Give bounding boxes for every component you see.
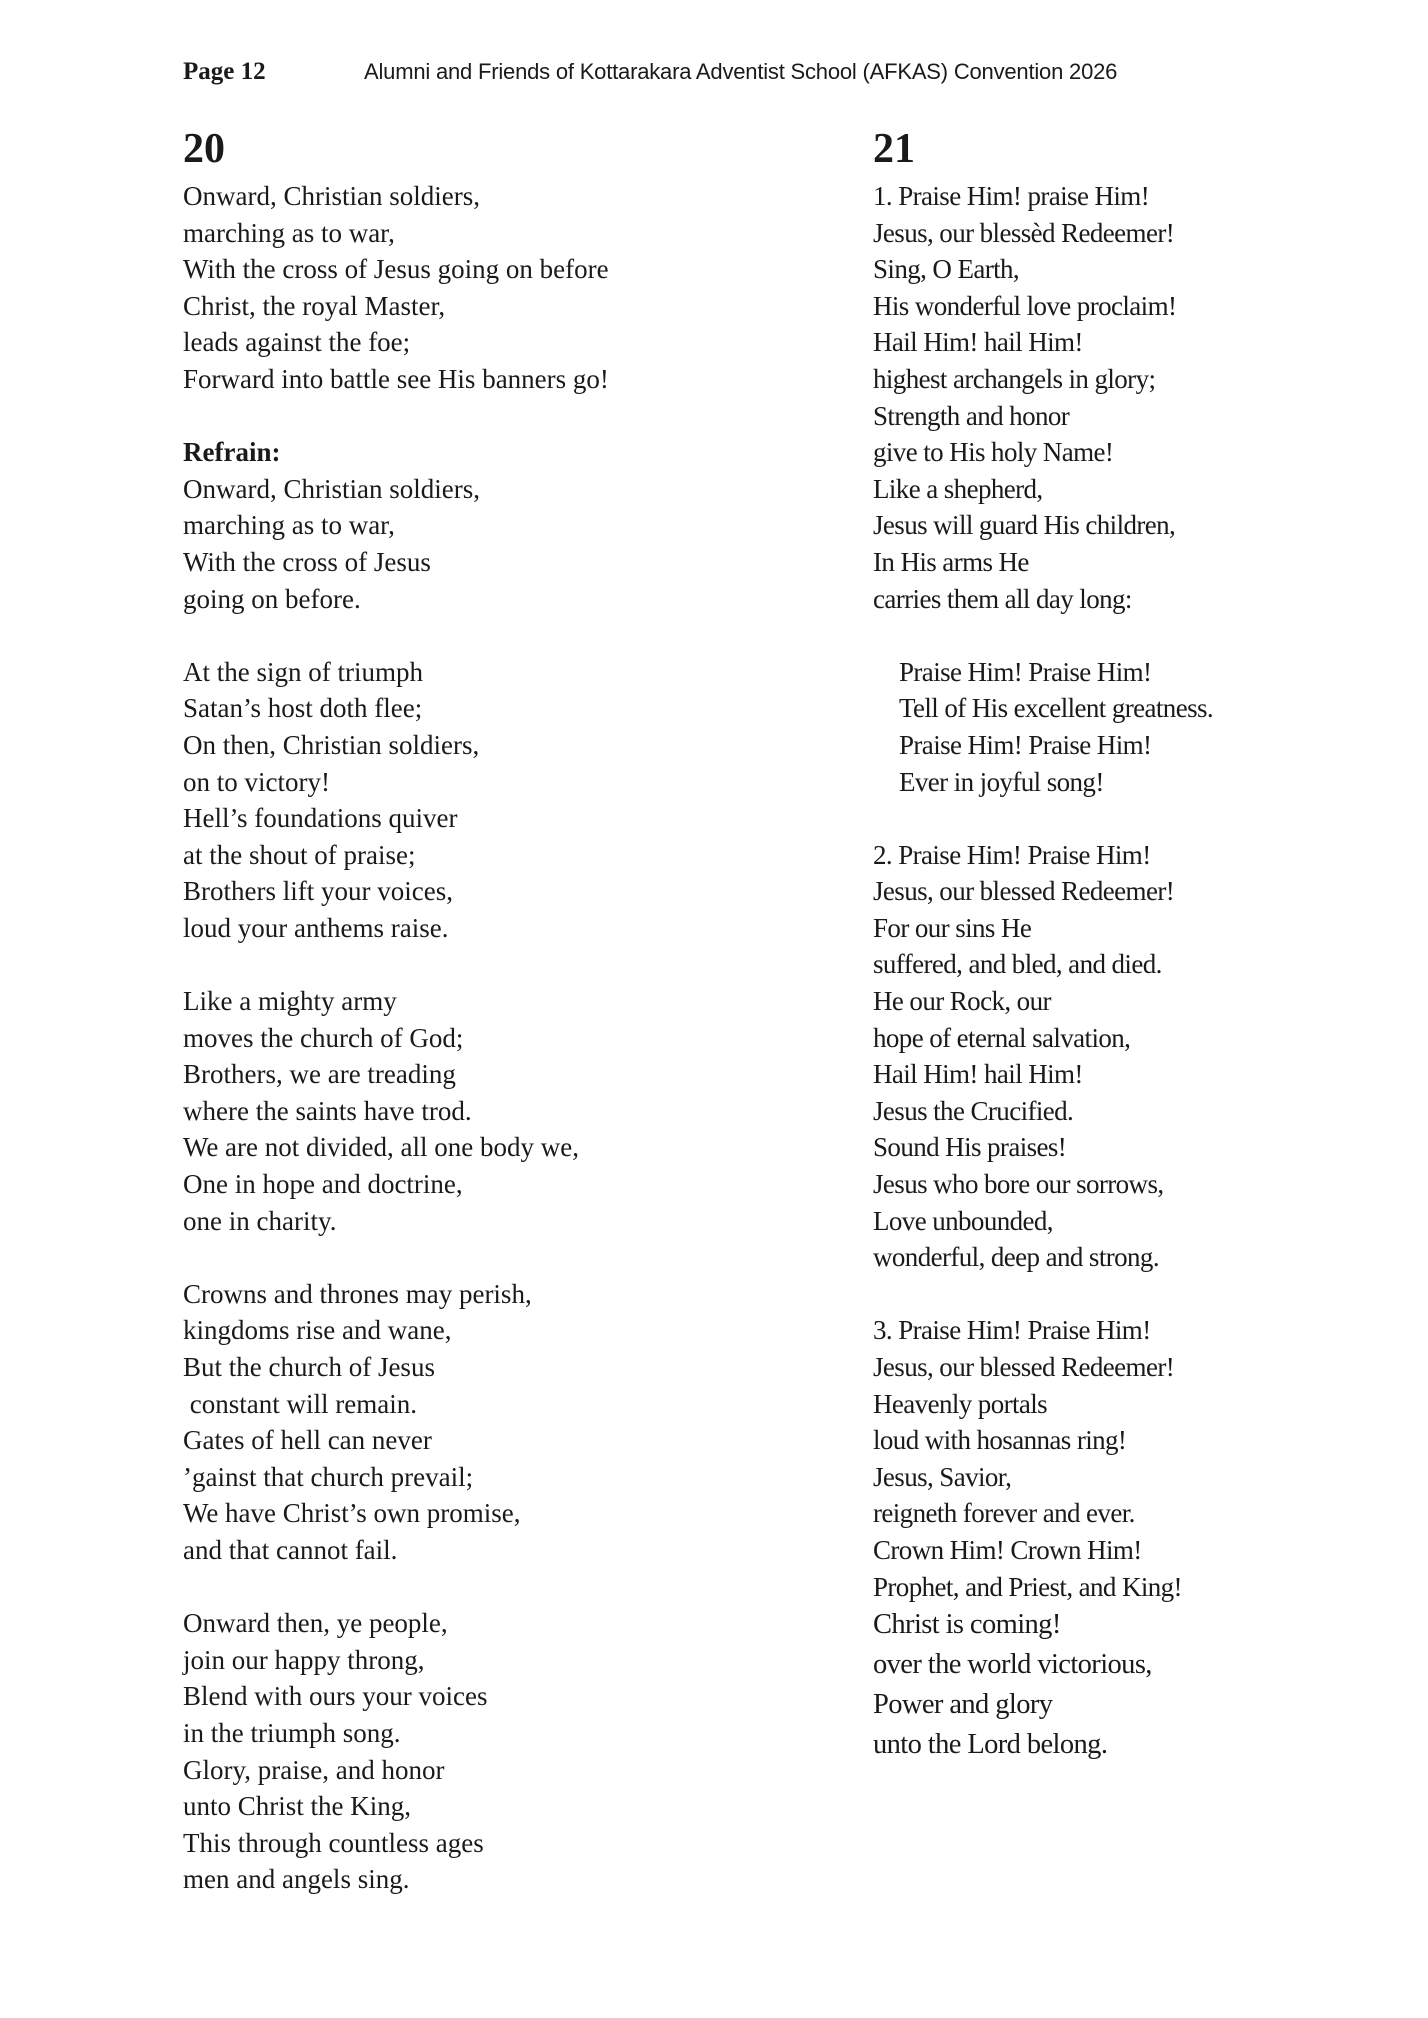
lyric-line: Praise Him! Praise Him! — [899, 729, 1152, 760]
lyric-line: Christ is coming! — [873, 1609, 1061, 1641]
lyric-line: Heavenly portals — [873, 1388, 1048, 1419]
lyric-line: Glory, praise, and honor — [183, 1754, 445, 1785]
lyric-line: Onward, Christian soldiers, — [183, 473, 480, 504]
lyric-line: marching as to war, — [183, 217, 395, 248]
stanza — [183, 1276, 783, 1569]
lyric-line: We have Christ’s own promise, — [183, 1498, 521, 1529]
refrain — [183, 434, 783, 617]
stanza — [873, 837, 1393, 1276]
lyric-line: Jesus will guard His children, — [873, 510, 1176, 541]
lyric-line: Jesus, our blessèd Redeemer! — [873, 217, 1175, 248]
lyric-line: kingdoms rise and wane, — [183, 1315, 452, 1346]
lyric-line: In His arms He — [873, 546, 1029, 577]
header-title: Alumni and Friends of Kottarakara Adventist School (AFKAS) Convention 2026 — [364, 59, 1118, 84]
lyric-line: Jesus the Crucified. — [873, 1095, 1074, 1126]
lyric-line: Crowns and thrones may perish, — [183, 1278, 532, 1309]
page-number: Page 12 — [183, 58, 266, 85]
lyric-line: marching as to war, — [183, 510, 395, 541]
lyric-line: For our sins He — [873, 912, 1032, 943]
lyric-line: 1. Praise Him! praise Him! — [873, 181, 1150, 211]
lyric-line: loud with hosannas ring! — [873, 1425, 1127, 1456]
lyric-line: Brothers lift your voices, — [183, 876, 453, 907]
lyric-line: 3. Praise Him! Praise Him! — [873, 1315, 1151, 1346]
lyric-line: Brothers, we are treading — [183, 1059, 456, 1090]
lyric-line: at the shout of praise; — [183, 839, 416, 870]
lyric-line: His wonderful love proclaim! — [873, 290, 1177, 321]
lyric-line: Christ, the royal Master, — [183, 290, 446, 321]
lyric-line: loud your anthems raise. — [183, 912, 449, 943]
lyric-line: over the world victorious, — [873, 1649, 1152, 1681]
lyric-line: Jesus, our blessed Redeemer! — [873, 876, 1175, 907]
lyric-line: Crown Him! Crown Him! — [873, 1534, 1142, 1565]
lyric-line: Jesus, our blessed Redeemer! — [873, 1352, 1175, 1382]
lyric-line: Jesus, Savior, — [873, 1461, 1012, 1492]
lyric-line: in the triumph song. — [183, 1717, 401, 1748]
lyric-line: Prophet, and Priest, and King! — [873, 1571, 1182, 1602]
lyric-line: carries them all day long: — [873, 583, 1132, 614]
lyric-line: Strength and honor — [873, 400, 1070, 431]
lyric-line: Hail Him! hail Him! — [873, 1059, 1083, 1090]
hymn-20 — [183, 128, 783, 1898]
lyric-line: hope of eternal salvation, — [873, 1022, 1131, 1053]
lyric-line: Onward, Christian soldiers, — [183, 181, 480, 211]
stanza — [183, 178, 783, 398]
lyric-line: wonderful, deep and strong. — [873, 1242, 1159, 1273]
lyric-line: At the sign of triumph — [183, 656, 423, 687]
lyric-line: Like a mighty army — [183, 986, 397, 1017]
lyric-line: Jesus who bore our sorrows, — [873, 1169, 1164, 1200]
lyric-line: suffered, and bled, and died. — [873, 949, 1162, 980]
lyric-line: Onward then, ye people, — [183, 1608, 448, 1639]
lyric-line: With the cross of Jesus going on before — [183, 254, 609, 285]
stanza — [183, 1605, 783, 1898]
refrain-label: Refrain: — [183, 437, 281, 468]
lyric-line: give to His holy Name! — [873, 437, 1114, 468]
lyric-line: Love unbounded, — [873, 1205, 1053, 1236]
lyric-line: Blend with ours your voices — [183, 1681, 488, 1712]
lyric-line: going on before. — [183, 583, 361, 614]
lyric-line: Tell of His excellent greatness. — [899, 693, 1214, 724]
lyric-line: unto the Lord belong. — [873, 1729, 1108, 1761]
lyric-line: Satan’s host doth flee; — [183, 693, 423, 724]
lyric-line: We are not divided, all one body we, — [183, 1132, 579, 1163]
lyric-line: 2. Praise Him! Praise Him! — [873, 839, 1151, 870]
lyric-line: men and angels sing. — [183, 1864, 410, 1895]
lyric-line: One in hope and doctrine, — [183, 1169, 463, 1200]
page-header — [183, 58, 1283, 94]
lyric-line: Power and glory — [873, 1689, 1053, 1721]
lyric-line: Sound His praises! — [873, 1132, 1067, 1163]
lyric-line: highest archangels in glory; — [873, 363, 1156, 394]
lyric-line: Hail Him! hail Him! — [873, 327, 1083, 358]
lyric-line: Forward into battle see His banners go! — [183, 363, 609, 394]
hymn-number: 21 — [873, 126, 915, 172]
hymn-number: 20 — [183, 126, 225, 172]
refrain — [873, 654, 1393, 800]
lyric-line: on to victory! — [183, 766, 330, 797]
lyric-line: unto Christ the King, — [183, 1791, 411, 1822]
lyric-line: Like a shepherd, — [873, 473, 1043, 504]
lyric-line: Sing, O Earth, — [873, 254, 1020, 285]
stanza — [183, 654, 783, 947]
lyric-line: where the saints have trod. — [183, 1095, 472, 1126]
lyric-line: and that cannot fail. — [183, 1534, 398, 1565]
lyric-line: join our happy throng, — [183, 1644, 425, 1675]
lyric-line: Praise Him! Praise Him! — [899, 656, 1152, 687]
lyric-line: But the church of Jesus — [183, 1352, 435, 1382]
lyric-line: This through countless ages — [183, 1827, 484, 1858]
stanza — [183, 983, 783, 1239]
stanza — [873, 1312, 1393, 1765]
lyric-line: constant will remain. — [183, 1388, 417, 1419]
lyric-line: moves the church of God; — [183, 1022, 464, 1053]
stanza — [873, 178, 1393, 617]
lyric-line: With the cross of Jesus — [183, 546, 431, 577]
lyric-line: Ever in joyful song! — [899, 766, 1104, 797]
lyric-line: reigneth forever and ever. — [873, 1498, 1135, 1529]
lyric-line: ’gainst that church prevail; — [183, 1461, 474, 1492]
hymn-21 — [873, 128, 1393, 1765]
lyric-line: On then, Christian soldiers, — [183, 729, 480, 760]
lyric-line: Gates of hell can never — [183, 1425, 432, 1456]
lyric-line: Hell’s foundations quiver — [183, 803, 458, 834]
lyric-line: one in charity. — [183, 1205, 337, 1236]
lyric-line: leads against the foe; — [183, 327, 411, 358]
lyric-line: He our Rock, our — [873, 986, 1051, 1017]
